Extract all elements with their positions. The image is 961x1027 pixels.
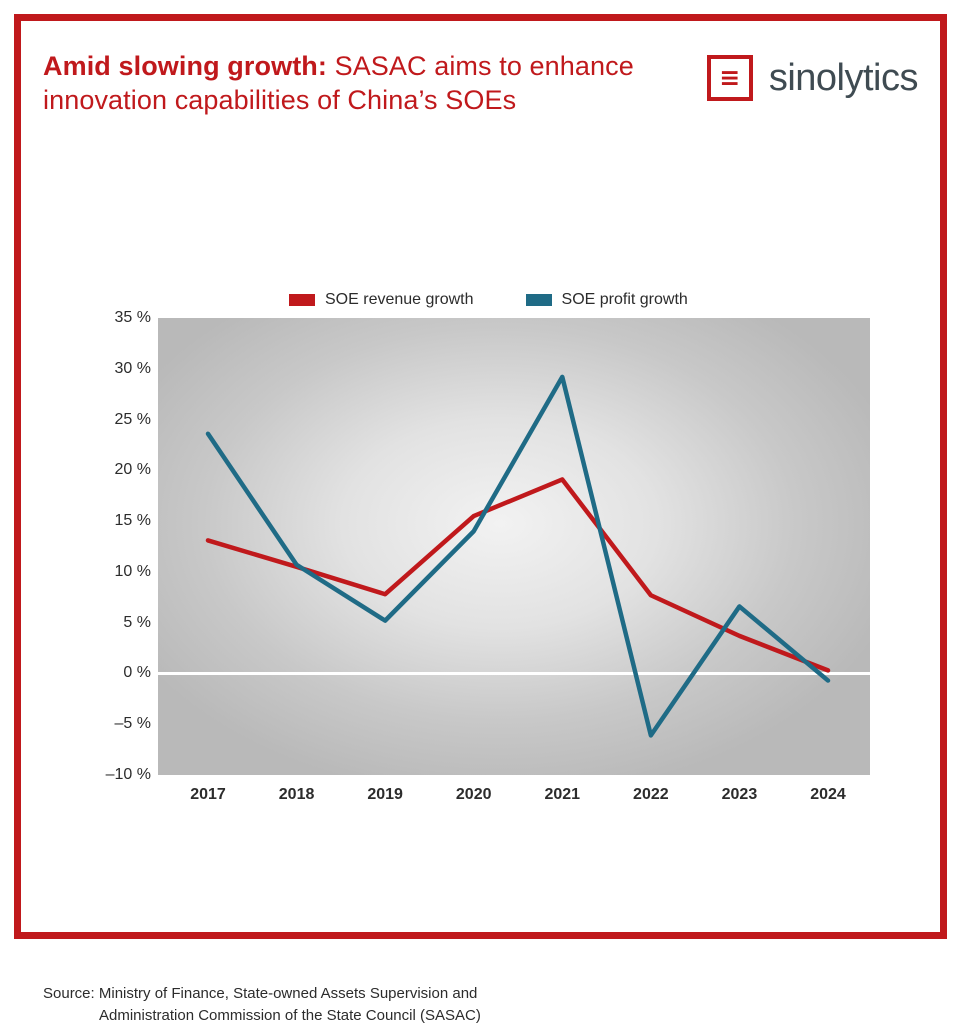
x-axis-tick: 2018 — [278, 786, 315, 803]
y-axis-labels — [79, 309, 151, 783]
y-axis-tick: 0 % — [123, 664, 151, 682]
y-axis-tick: 35 % — [114, 309, 151, 326]
chart-legend — [289, 291, 688, 309]
sinolytics-mark-glyph: ≡ — [719, 63, 741, 92]
chart-card — [14, 14, 947, 1024]
chart — [21, 21, 954, 946]
y-axis-tick: 10 % — [114, 562, 151, 580]
page-title-bold: Amid slowing growth: — [43, 51, 327, 81]
legend-label-profit: SOE profit growth — [561, 291, 688, 308]
source-note — [43, 983, 743, 1027]
legend-swatch-revenue — [289, 294, 315, 306]
x-axis-tick: 2017 — [190, 786, 226, 803]
legend-label-revenue: SOE revenue growth — [325, 291, 474, 308]
series-line — [208, 479, 828, 670]
x-axis-tick: 2021 — [544, 786, 581, 803]
x-axis-tick: 2022 — [633, 786, 669, 803]
legend-swatch-profit — [526, 294, 552, 306]
x-axis-tick: 2023 — [721, 786, 758, 803]
brand-name: sinolytics — [768, 56, 918, 99]
series-lines — [158, 318, 870, 775]
legend-item-profit — [526, 291, 688, 309]
x-axis-tick: 2019 — [367, 786, 403, 803]
y-axis-tick: 20 % — [114, 461, 151, 479]
y-axis-tick: 30 % — [114, 359, 151, 377]
legend-item-revenue — [289, 291, 474, 309]
y-axis-tick: –5 % — [114, 715, 151, 733]
y-axis-tick: 15 % — [114, 512, 151, 530]
series-line — [208, 377, 828, 735]
x-axis-tick: 2024 — [810, 786, 846, 803]
page-title-rest: SASAC aims to enhance innovation capabilities of China’s SOEs — [43, 51, 634, 115]
source-line-2: Administration Commission of the State Council (SASAC) — [99, 1007, 481, 1024]
y-axis-tick: –10 % — [105, 766, 151, 783]
x-axis-labels — [158, 786, 870, 814]
source-line-1: Source: Ministry of Finance, State-owned Assets Supervision and — [43, 985, 478, 1002]
y-axis-tick: 25 % — [114, 410, 151, 428]
y-axis-tick: 5 % — [123, 613, 151, 631]
x-axis-tick: 2020 — [455, 786, 492, 803]
plot-area — [158, 318, 870, 775]
